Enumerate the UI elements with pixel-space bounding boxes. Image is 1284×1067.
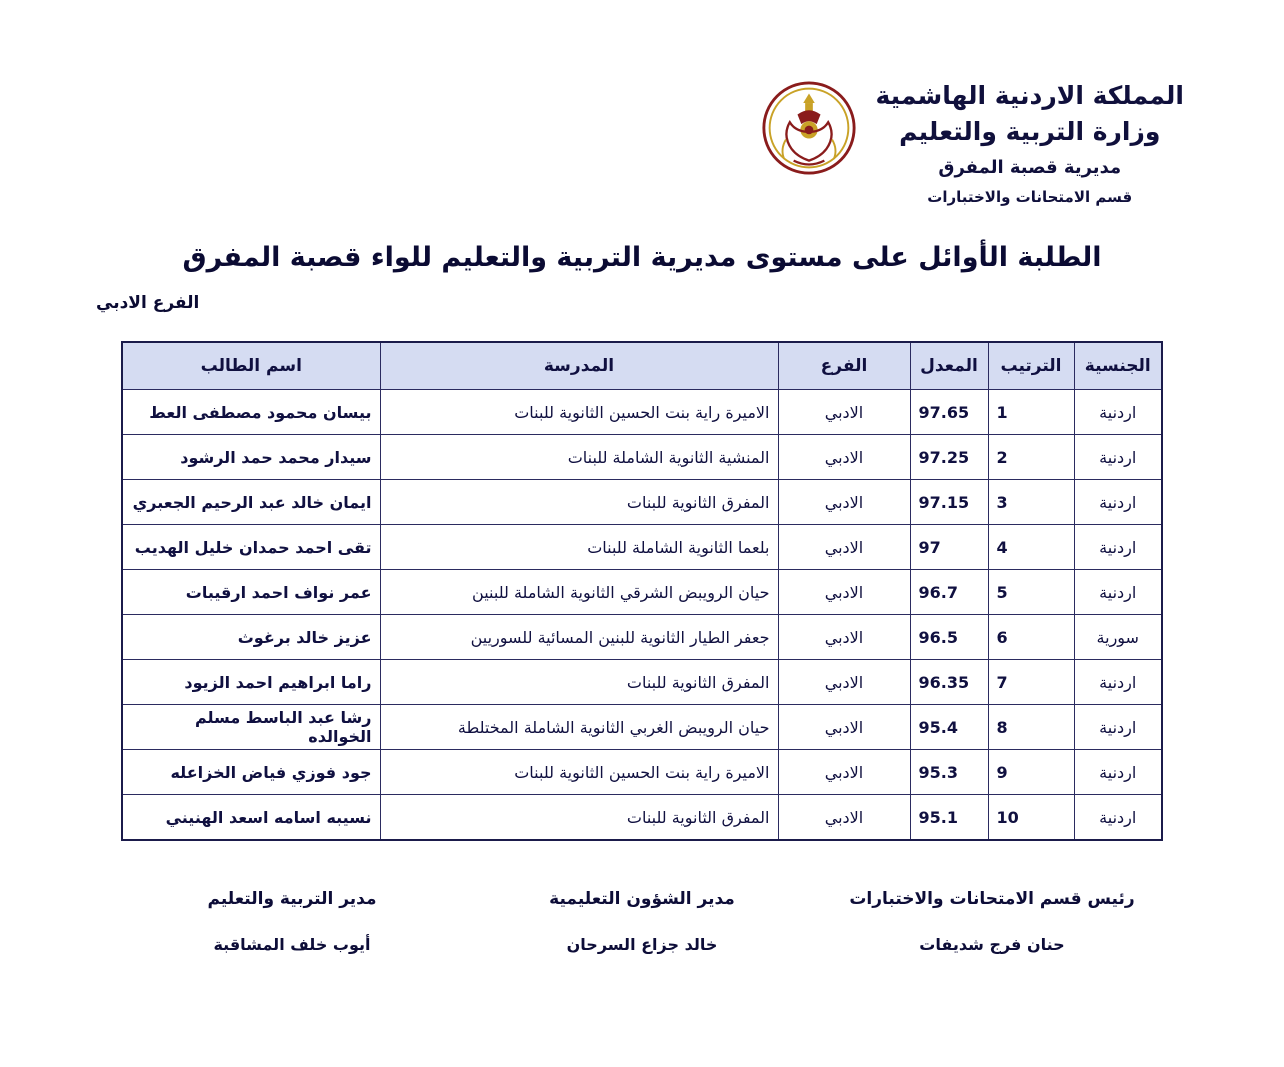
cell-student-name: سيدار محمد حمد الرشود bbox=[122, 435, 380, 480]
cell-school: المفرق الثانوية للبنات bbox=[380, 480, 778, 525]
cell-rank: 7 bbox=[988, 660, 1074, 705]
cell-school: الاميرة راية بنت الحسين الثانوية للبنات bbox=[380, 750, 778, 795]
cell-average: 97.15 bbox=[910, 480, 988, 525]
cell-nationality: اردنية bbox=[1074, 525, 1162, 570]
cell-school: الاميرة راية بنت الحسين الثانوية للبنات bbox=[380, 390, 778, 435]
document-header bbox=[0, 0, 1284, 208]
signature-name: أيوب خلف المشاقبة bbox=[213, 935, 371, 955]
ministry-heading-block bbox=[875, 78, 1184, 208]
cell-rank: 9 bbox=[988, 750, 1074, 795]
cell-student-name: رشا عبد الباسط مسلم الخوالده bbox=[122, 705, 380, 750]
cell-nationality: اردنية bbox=[1074, 750, 1162, 795]
cell-rank: 6 bbox=[988, 615, 1074, 660]
cell-branch: الادبي bbox=[778, 795, 910, 841]
cell-school: حيان الرويبض الشرقي الثانوية الشاملة للبنين bbox=[380, 570, 778, 615]
cell-nationality: اردنية bbox=[1074, 705, 1162, 750]
cell-nationality: اردنية bbox=[1074, 660, 1162, 705]
branch-subtitle: الفرع الادبي bbox=[96, 293, 200, 314]
table-row bbox=[122, 570, 1162, 615]
page-title: الطلبة الأوائل على مستوى مديرية التربية والتعليم للواء قصبة المفرق bbox=[182, 242, 1102, 274]
signature-block-educational-affairs bbox=[477, 889, 807, 954]
table-row bbox=[122, 795, 1162, 841]
column-header-school: المدرسة bbox=[380, 342, 778, 390]
table-row bbox=[122, 750, 1162, 795]
table-row bbox=[122, 705, 1162, 750]
column-header-name: اسم الطالب bbox=[122, 342, 380, 390]
column-header-average: المعدل bbox=[910, 342, 988, 390]
cell-rank: 8 bbox=[988, 705, 1074, 750]
cell-branch: الادبي bbox=[778, 660, 910, 705]
table-header-row bbox=[122, 342, 1162, 390]
cell-branch: الادبي bbox=[778, 615, 910, 660]
cell-school: حيان الرويبض الغربي الثانوية الشاملة المختلطة bbox=[380, 705, 778, 750]
signature-row bbox=[127, 889, 1157, 954]
column-header-rank: الترتيب bbox=[988, 342, 1074, 390]
cell-student-name: نسيبه اسامه اسعد الهنيني bbox=[122, 795, 380, 841]
cell-branch: الادبي bbox=[778, 435, 910, 480]
cell-rank: 5 bbox=[988, 570, 1074, 615]
cell-average: 97.65 bbox=[910, 390, 988, 435]
cell-rank: 2 bbox=[988, 435, 1074, 480]
cell-average: 96.7 bbox=[910, 570, 988, 615]
signature-block-exams-head bbox=[827, 889, 1157, 954]
ministry-line: وزارة التربية والتعليم bbox=[899, 117, 1161, 147]
cell-student-name: ايمان خالد عبد الرحيم الجعبري bbox=[122, 480, 380, 525]
cell-student-name: راما ابراهيم احمد الزيود bbox=[122, 660, 380, 705]
column-header-branch: الفرع bbox=[778, 342, 910, 390]
top-students-table bbox=[121, 341, 1163, 841]
cell-average: 96.5 bbox=[910, 615, 988, 660]
cell-nationality: سورية bbox=[1074, 615, 1162, 660]
cell-rank: 1 bbox=[988, 390, 1074, 435]
cell-school: المنشية الثانوية الشاملة للبنات bbox=[380, 435, 778, 480]
signature-role: مدير التربية والتعليم bbox=[207, 889, 377, 910]
cell-average: 97.25 bbox=[910, 435, 988, 480]
cell-branch: الادبي bbox=[778, 390, 910, 435]
ranks-table-container bbox=[0, 341, 1284, 841]
cell-rank: 10 bbox=[988, 795, 1074, 841]
cell-nationality: اردنية bbox=[1074, 390, 1162, 435]
signature-block-director bbox=[127, 889, 457, 954]
cell-branch: الادبي bbox=[778, 480, 910, 525]
cell-school: جعفر الطيار الثانوية للبنين المسائية للسوريين bbox=[380, 615, 778, 660]
cell-school: المفرق الثانوية للبنات bbox=[380, 795, 778, 841]
table-row bbox=[122, 435, 1162, 480]
cell-average: 95.1 bbox=[910, 795, 988, 841]
cell-average: 95.4 bbox=[910, 705, 988, 750]
table-row bbox=[122, 660, 1162, 705]
cell-branch: الادبي bbox=[778, 705, 910, 750]
cell-rank: 4 bbox=[988, 525, 1074, 570]
table-body bbox=[122, 390, 1162, 841]
cell-nationality: اردنية bbox=[1074, 795, 1162, 841]
cell-nationality: اردنية bbox=[1074, 435, 1162, 480]
department-line: قسم الامتحانات والاختبارات bbox=[927, 187, 1133, 206]
cell-average: 96.35 bbox=[910, 660, 988, 705]
cell-average: 95.3 bbox=[910, 750, 988, 795]
directorate-line: مديرية قصبة المفرق bbox=[938, 156, 1122, 178]
column-header-nationality: الجنسية bbox=[1074, 342, 1162, 390]
cell-nationality: اردنية bbox=[1074, 480, 1162, 525]
signature-role: مدير الشؤون التعليمية bbox=[549, 889, 735, 910]
signature-name: حنان فرج شديفات bbox=[919, 935, 1065, 955]
signature-role: رئيس قسم الامتحانات والاختبارات bbox=[849, 889, 1135, 910]
cell-school: المفرق الثانوية للبنات bbox=[380, 660, 778, 705]
cell-student-name: بيسان محمود مصطفى العط bbox=[122, 390, 380, 435]
table-row bbox=[122, 480, 1162, 525]
cell-branch: الادبي bbox=[778, 750, 910, 795]
cell-branch: الادبي bbox=[778, 570, 910, 615]
table-row bbox=[122, 390, 1162, 435]
table-row bbox=[122, 525, 1162, 570]
table-row bbox=[122, 615, 1162, 660]
cell-student-name: جود فوزي فياض الخزاعله bbox=[122, 750, 380, 795]
signature-name: خالد جزاع السرحان bbox=[566, 935, 718, 955]
cell-student-name: تقى احمد حمدان خليل الهديب bbox=[122, 525, 380, 570]
cell-student-name: عزيز خالد برغوث bbox=[122, 615, 380, 660]
cell-average: 97 bbox=[910, 525, 988, 570]
cell-nationality: اردنية bbox=[1074, 570, 1162, 615]
cell-student-name: عمر نواف احمد ارقيبات bbox=[122, 570, 380, 615]
cell-school: بلعما الثانوية الشاملة للبنات bbox=[380, 525, 778, 570]
cell-rank: 3 bbox=[988, 480, 1074, 525]
kingdom-line: المملكة الاردنية الهاشمية bbox=[875, 81, 1184, 110]
cell-branch: الادبي bbox=[778, 525, 910, 570]
jordan-coat-of-arms-icon bbox=[761, 80, 857, 176]
